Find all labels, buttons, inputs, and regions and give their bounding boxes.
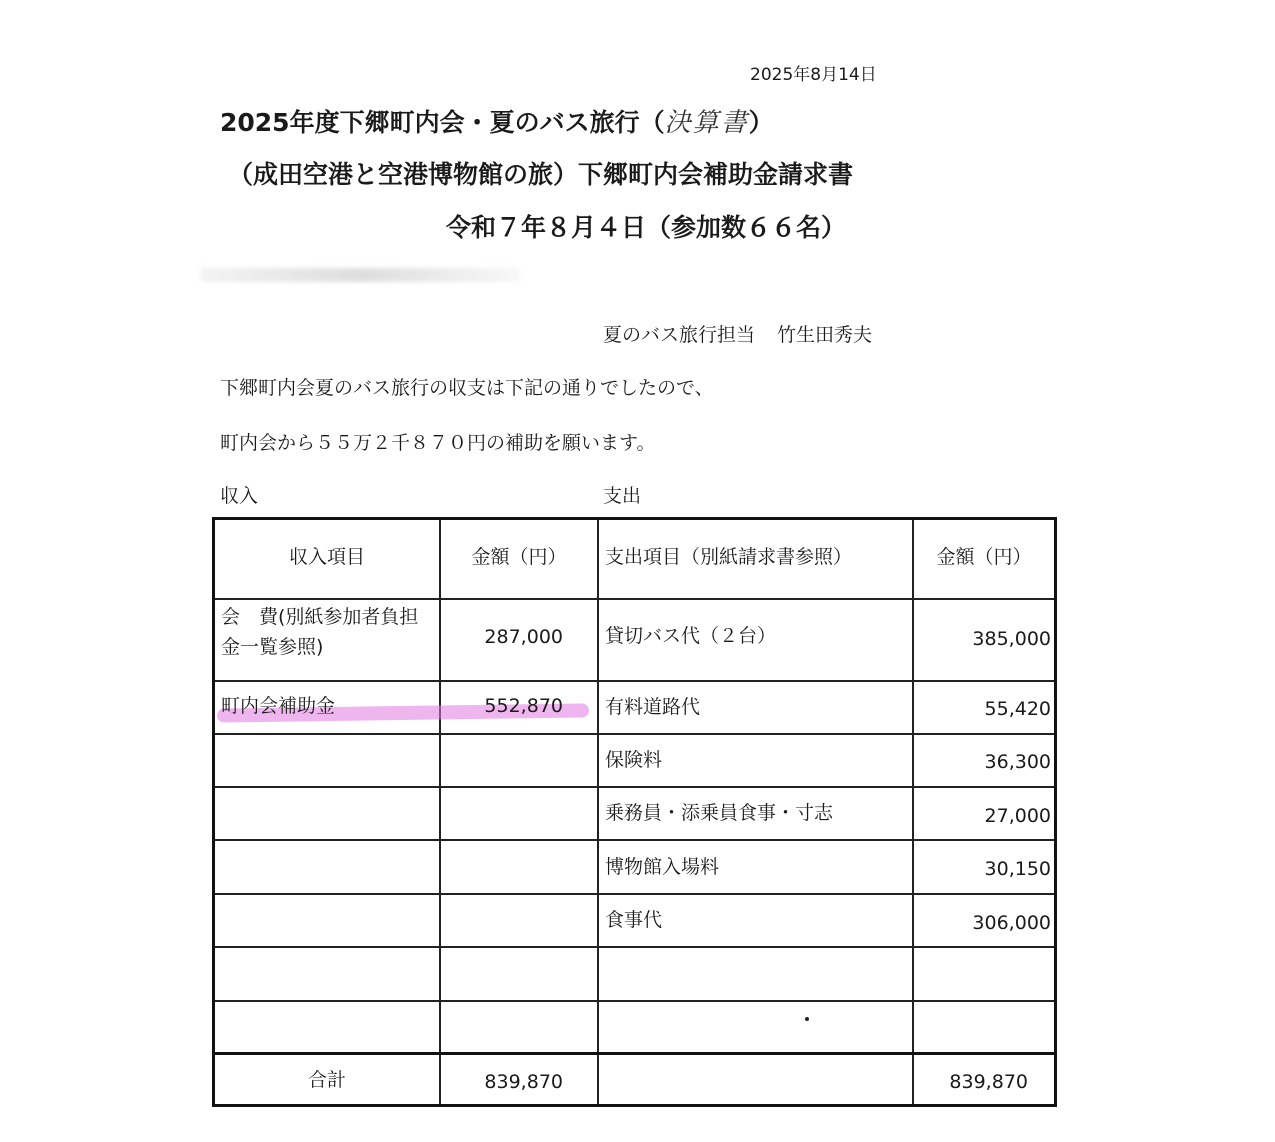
header-income-amount: 金額（円） [471, 546, 567, 568]
income-label: 収入 [220, 485, 259, 507]
expense-amount: 306,000 [972, 912, 1051, 934]
income-amount: 287,000 [484, 626, 563, 648]
ink-dot [805, 1017, 809, 1021]
expense-item: 博物館入場料 [605, 856, 720, 878]
table-divider [215, 946, 1054, 948]
title-paren-open: （ [639, 108, 665, 137]
title-line-2: （成田空港と空港博物館の旅）下郷町内会補助金請求書 [228, 160, 854, 189]
redacted-smudge [200, 268, 520, 282]
title-line-3: 令和７年８月４日（参加数６６名） [446, 213, 847, 242]
income-item: 町内会補助金 [221, 695, 336, 717]
expense-label: 支出 [603, 485, 642, 507]
expense-amount: 36,300 [984, 751, 1051, 773]
expense-item: 有料道路代 [605, 696, 701, 718]
expense-amount: 27,000 [984, 805, 1051, 827]
table-divider [215, 680, 1054, 682]
signatory-name: 竹生田秀夫 [777, 324, 873, 346]
title-paren-close: ） [748, 108, 774, 137]
document-date: 2025年8月14日 [750, 65, 877, 85]
expense-item: 貸切バス代（２台） [605, 625, 777, 647]
table-divider [215, 1052, 1054, 1055]
title-main: 2025年度下郷町内会・夏のバス旅行 [220, 108, 640, 137]
table-divider [215, 733, 1054, 735]
header-income-item: 収入項目 [288, 546, 365, 568]
handwritten-annotation: 決算書 [664, 108, 749, 138]
title-line-1 [220, 102, 774, 139]
body-text-line-2: 町内会から５５万２千８７０円の補助を願います。 [220, 432, 656, 454]
expense-amount: 55,420 [984, 698, 1051, 720]
income-amount: 552,870 [484, 695, 563, 717]
income-item: 会 費(別紙参加者負担金一覧参照) [221, 606, 419, 658]
signatory-role: 夏のバス旅行担当 [603, 324, 756, 346]
settlement-table [212, 517, 1057, 1107]
table-divider [439, 520, 441, 1104]
body-text-line-1: 下郷町内会夏のバス旅行の収支は下記の通りでしたので、 [220, 377, 714, 399]
table-divider [215, 893, 1054, 895]
income-total: 839,870 [484, 1071, 563, 1093]
table-divider [597, 520, 599, 1104]
table-divider [215, 839, 1054, 841]
signatory [603, 320, 872, 347]
table-divider [215, 786, 1054, 788]
header-expense-item: 支出項目（別紙請求書参照） [605, 546, 853, 568]
expense-item: 乗務員・添乗員食事・寸志 [605, 802, 834, 824]
header-expense-amount: 金額（円） [936, 546, 1032, 568]
table-divider [215, 1000, 1054, 1002]
expense-amount: 30,150 [984, 858, 1051, 880]
expense-item: 保険料 [605, 749, 663, 771]
expense-item: 食事代 [605, 909, 663, 931]
expense-total: 839,870 [949, 1071, 1028, 1093]
table-divider [215, 598, 1054, 600]
expense-amount: 385,000 [972, 628, 1051, 650]
total-label: 合計 [307, 1069, 346, 1091]
